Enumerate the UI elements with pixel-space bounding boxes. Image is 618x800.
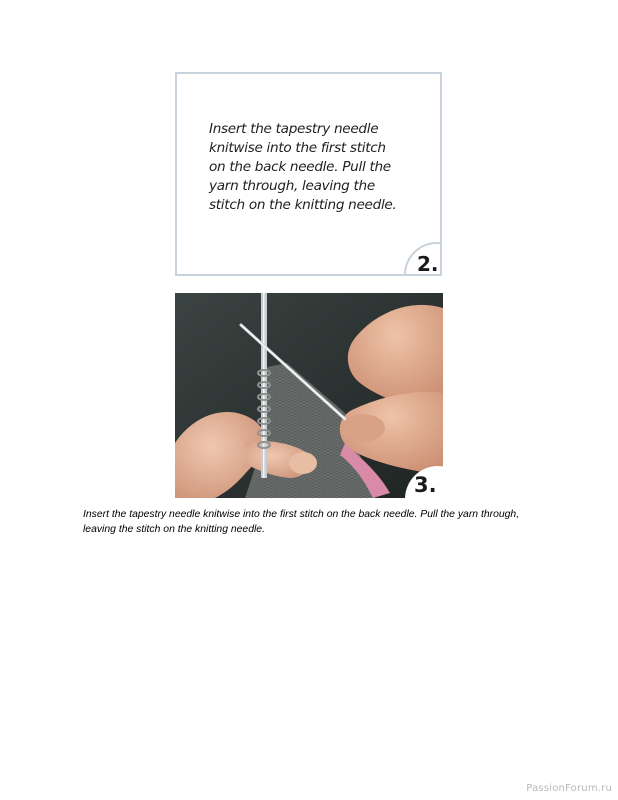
step-2-number: 2. — [417, 252, 439, 276]
step-2-instruction-card — [175, 72, 442, 276]
step-3-number: 3. — [414, 473, 437, 497]
left-thumbnail — [289, 452, 317, 474]
right-fingertip — [341, 414, 385, 442]
knitting-photo — [175, 293, 443, 498]
step-2-badge — [404, 242, 442, 276]
needle-highlight — [263, 293, 265, 478]
step-2-instruction-text: Insert the tapestry needle knitwise into the first stitch on the back needle. Pull the yarn through, leaving the stitch on the knitting needle. — [209, 121, 397, 213]
step-3-photo-card — [175, 293, 443, 498]
watermark-text: PassionForum.ru — [526, 783, 612, 794]
instruction-caption: Insert the tapestry needle knitwise into the first stitch on the back needle. Pull the yarn through, leaving the stitch on the knitting needle. — [83, 509, 520, 535]
